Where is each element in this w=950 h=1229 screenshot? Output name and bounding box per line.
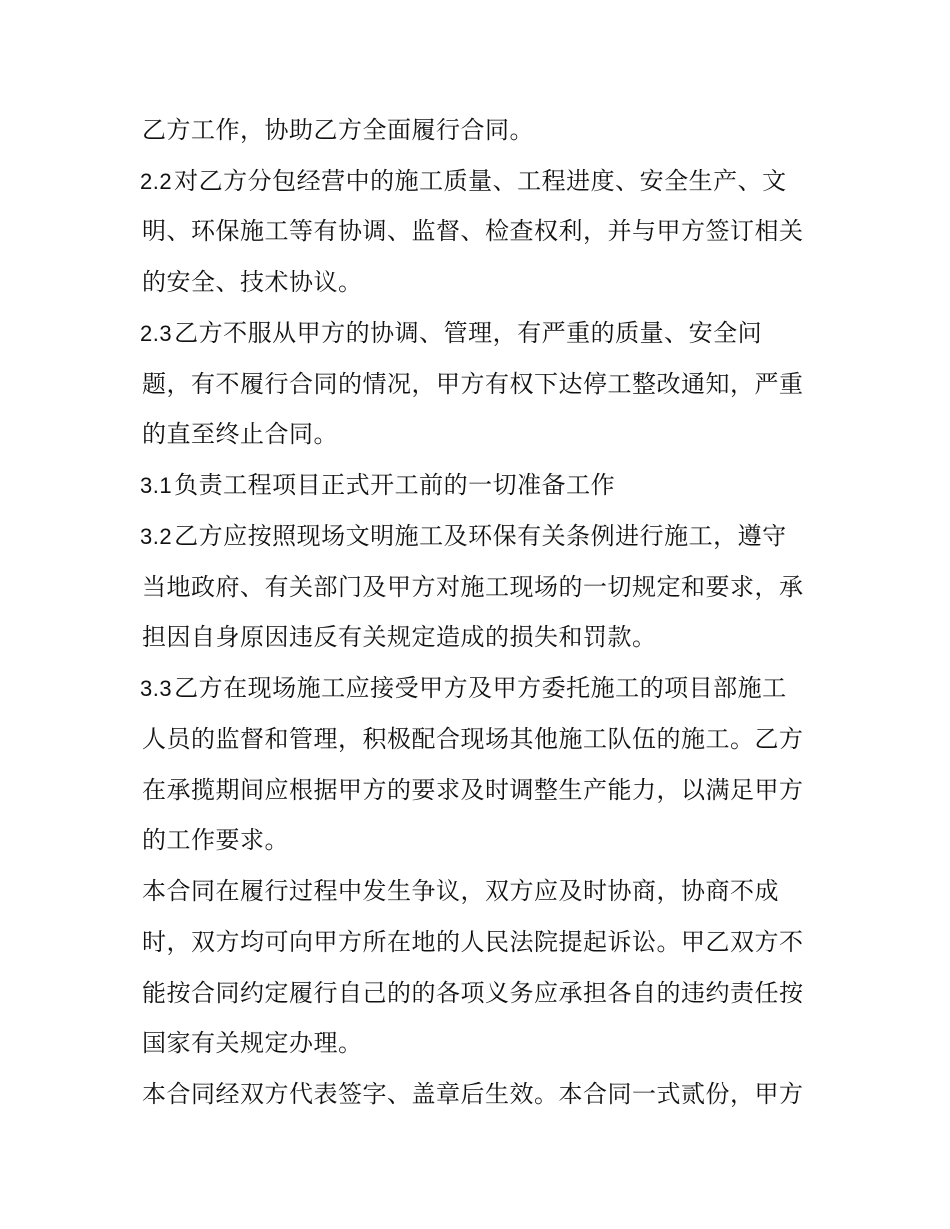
line-text: 对乙方分包经营中的施工质量、工程进度、安全生产、文 (174, 167, 787, 195)
text-line (140, 1023, 820, 1063)
clause-number: 2.3 (140, 321, 173, 346)
line-text: 人员的监督和管理，积极配合现场其他施工队伍的施工。乙方 (142, 725, 804, 753)
clause-number: 3.2 (140, 524, 173, 549)
line-text: 在承揽期间应根据甲方的要求及时调整生产能力，以满足甲方 (142, 776, 804, 804)
line-text: 的工作要求。 (142, 826, 289, 854)
line-text: 当地政府、有关部门及甲方对施工现场的一切规定和要求，承 (142, 573, 804, 601)
line-text: 国家有关规定办理。 (142, 1029, 363, 1057)
text-line (140, 110, 820, 150)
clause-number: 3.1 (140, 473, 173, 498)
text-line (140, 770, 820, 810)
line-text: 乙方应按照现场文明施工及环保有关条例进行施工，遵守 (174, 522, 787, 550)
line-text: 乙方在现场施工应接受甲方及甲方委托施工的项目部施工 (174, 674, 787, 702)
text-line (140, 719, 820, 759)
text-line (140, 617, 820, 657)
line-text: 时，双方均可向甲方所在地的人民法院提起诉讼。甲乙双方不 (142, 928, 804, 956)
text-line (140, 414, 820, 454)
text-line (140, 211, 820, 251)
clause-number: 2.2 (140, 169, 173, 194)
text-line (140, 820, 820, 860)
line-text: 负责工程项目正式开工前的一切准备工作 (174, 471, 616, 499)
text-line (140, 973, 820, 1013)
line-text: 乙方工作，协助乙方全面履行合同。 (142, 116, 534, 144)
line-text: 本合同在履行过程中发生争议，双方应及时协商，协商不成 (142, 877, 779, 905)
text-line (140, 161, 820, 201)
text-line (140, 668, 820, 708)
line-text: 的安全、技术协议。 (142, 268, 363, 296)
text-line (140, 364, 820, 404)
text-line (140, 262, 820, 302)
line-text: 乙方不服从甲方的协调、管理，有严重的质量、安全问 (174, 319, 763, 347)
line-text: 能按合同约定履行自己的的各项义务应承担各自的违约责任按 (142, 979, 804, 1007)
text-line (140, 516, 820, 556)
text-line (140, 1074, 820, 1114)
line-text: 本合同经双方代表签字、盖章后生效。本合同一式贰份，甲方 (142, 1080, 804, 1108)
line-text: 的直至终止合同。 (142, 420, 338, 448)
text-line (140, 922, 820, 962)
text-line (140, 313, 820, 353)
text-line (140, 871, 820, 911)
line-text: 题，有不履行合同的情况，甲方有权下达停工整改通知，严重 (142, 370, 804, 398)
line-text: 担因自身原因违反有关规定造成的损失和罚款。 (142, 623, 657, 651)
clause-number: 3.3 (140, 676, 173, 701)
text-line (140, 465, 820, 505)
line-text: 明、环保施工等有协调、监督、检查权利，并与甲方签订相关 (142, 217, 804, 245)
text-line (140, 567, 820, 607)
